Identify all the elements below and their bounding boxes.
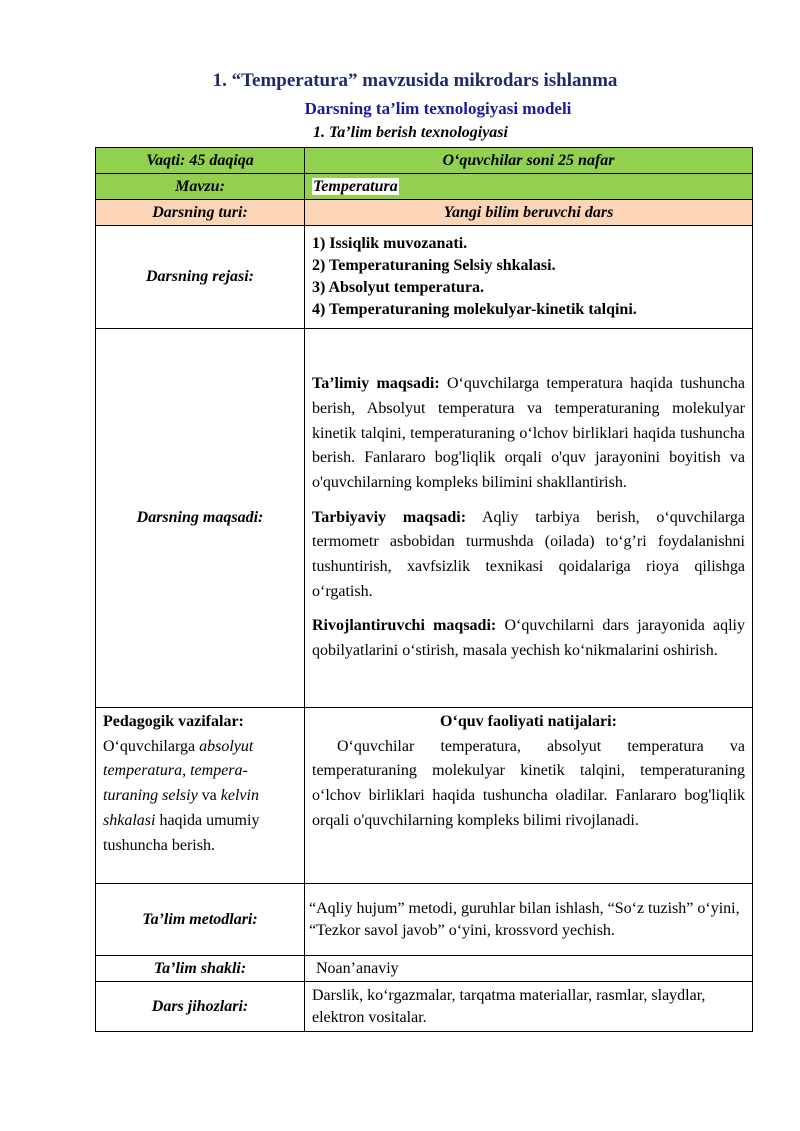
row-plan — [96, 226, 753, 329]
time-cell: Vaqti: 45 daqiqa — [96, 148, 305, 174]
form-value: Noan’anaviy — [305, 956, 753, 982]
row-goals — [96, 329, 753, 708]
pedagogical-tasks: Pedagogik vazifalar: O‘quvchilarga absolyut temperatura, tempera-turaning selsiy va kelvin shkalasi haqida umumiy tushuncha berish. — [96, 708, 305, 884]
plan-item: 4) Temperaturaning molekulyar-kinetik talqini. — [312, 301, 637, 318]
row-time — [96, 148, 753, 174]
row-topic — [96, 174, 753, 200]
goal-label: Darsning maqsadi: — [96, 329, 305, 708]
row-pedagogical — [96, 708, 753, 884]
section-heading: 1. Ta’lim berish texnologiyasi — [313, 124, 508, 141]
document-subtitle: Darsning ta’lim texnologiyasi modeli — [304, 99, 572, 118]
students-cell: O‘quvchilar soni 25 nafar — [305, 148, 753, 174]
goal-educational: Ta’limiy maqsadi: O‘quvchilarga temperatura haqida tushuncha berish, Absolyut temperatura va temperaturaning molekulyar kinetik talqini, temperaturaning o‘lchov birliklari haqida tushuncha berish. Fanlararo bog'liqlik orqali o'quv jarayonini boyitish va o'quvchilarning kompleks bilimini shakllantirish. — [312, 375, 745, 491]
plan-label: Darsning rejasi: — [96, 226, 305, 329]
equipment-label: Dars jihozlari: — [96, 982, 305, 1032]
equipment-value: Darslik, ko‘rgazmalar, tarqatma materiallar, rasmlar, slaydlar, elektron vositalar. — [305, 982, 753, 1032]
plan-item: 2) Temperaturaning Selsiy shkalasi. — [312, 257, 556, 274]
document-title: 1. “Temperatura” mavzusida mikrodars ishlanma — [212, 70, 618, 91]
lesson-plan-table — [95, 147, 753, 1032]
row-form — [96, 956, 753, 982]
goals-cell — [305, 329, 753, 708]
row-equipment — [96, 982, 753, 1032]
methods-label: Ta’lim metodlari: — [96, 884, 305, 956]
topic-cell — [305, 174, 753, 200]
type-label: Darsning turi: — [96, 200, 305, 226]
form-label: Ta’lim shakli: — [96, 956, 305, 982]
outcomes-heading: O‘quv faoliyati natijalari: — [440, 713, 617, 730]
goal-upbringing: Tarbiyaviy maqsadi: Aqliy tarbiya berish, o‘quvchilarga termometr asbobidan turmushda (oilada) to‘g’ri foydalanishni tushuntirish, xavfsizlik texnikasi qoidalariga rioya qilishga o‘rgatish. — [312, 508, 745, 600]
row-lesson-type — [96, 200, 753, 226]
learning-outcomes — [305, 708, 753, 884]
type-value: Yangi bilim beruvchi dars — [305, 200, 753, 226]
plan-list — [305, 226, 753, 329]
topic-value: Temperatura — [313, 177, 398, 195]
outcomes-text: O‘quvchilar temperatura, absolyut temperatura va temperaturaning molekulyar kinetik talqini, temperaturaning o‘lchov birliklari haqida tushuncha oladilar. Fanlararo bog'liqlik orqali o'quvchilarning kompleks bilimi rivojlanadi. — [312, 737, 745, 829]
methods-value: “Aqliy hujum” metodi, guruhlar bilan ishlash, “So‘z tuzish” o‘yini, “Tezkor savol javob” o‘yini, krossvord yechish. — [305, 884, 753, 956]
goal-developmental: Rivojlantiruvchi maqsadi: O‘quvchilarni dars jarayonida aqliy qobilyatlarini o‘stirish, masala yechish ko‘nikmalarini oshirish. — [312, 617, 746, 660]
row-methods — [96, 884, 753, 956]
plan-item: 1) Issiqlik muvozanati. — [312, 235, 468, 252]
topic-label: Mavzu: — [96, 174, 305, 200]
pedagogical-heading: Pedagogik vazifalar: — [103, 713, 244, 730]
plan-item: 3) Absolyut temperatura. — [312, 279, 484, 296]
